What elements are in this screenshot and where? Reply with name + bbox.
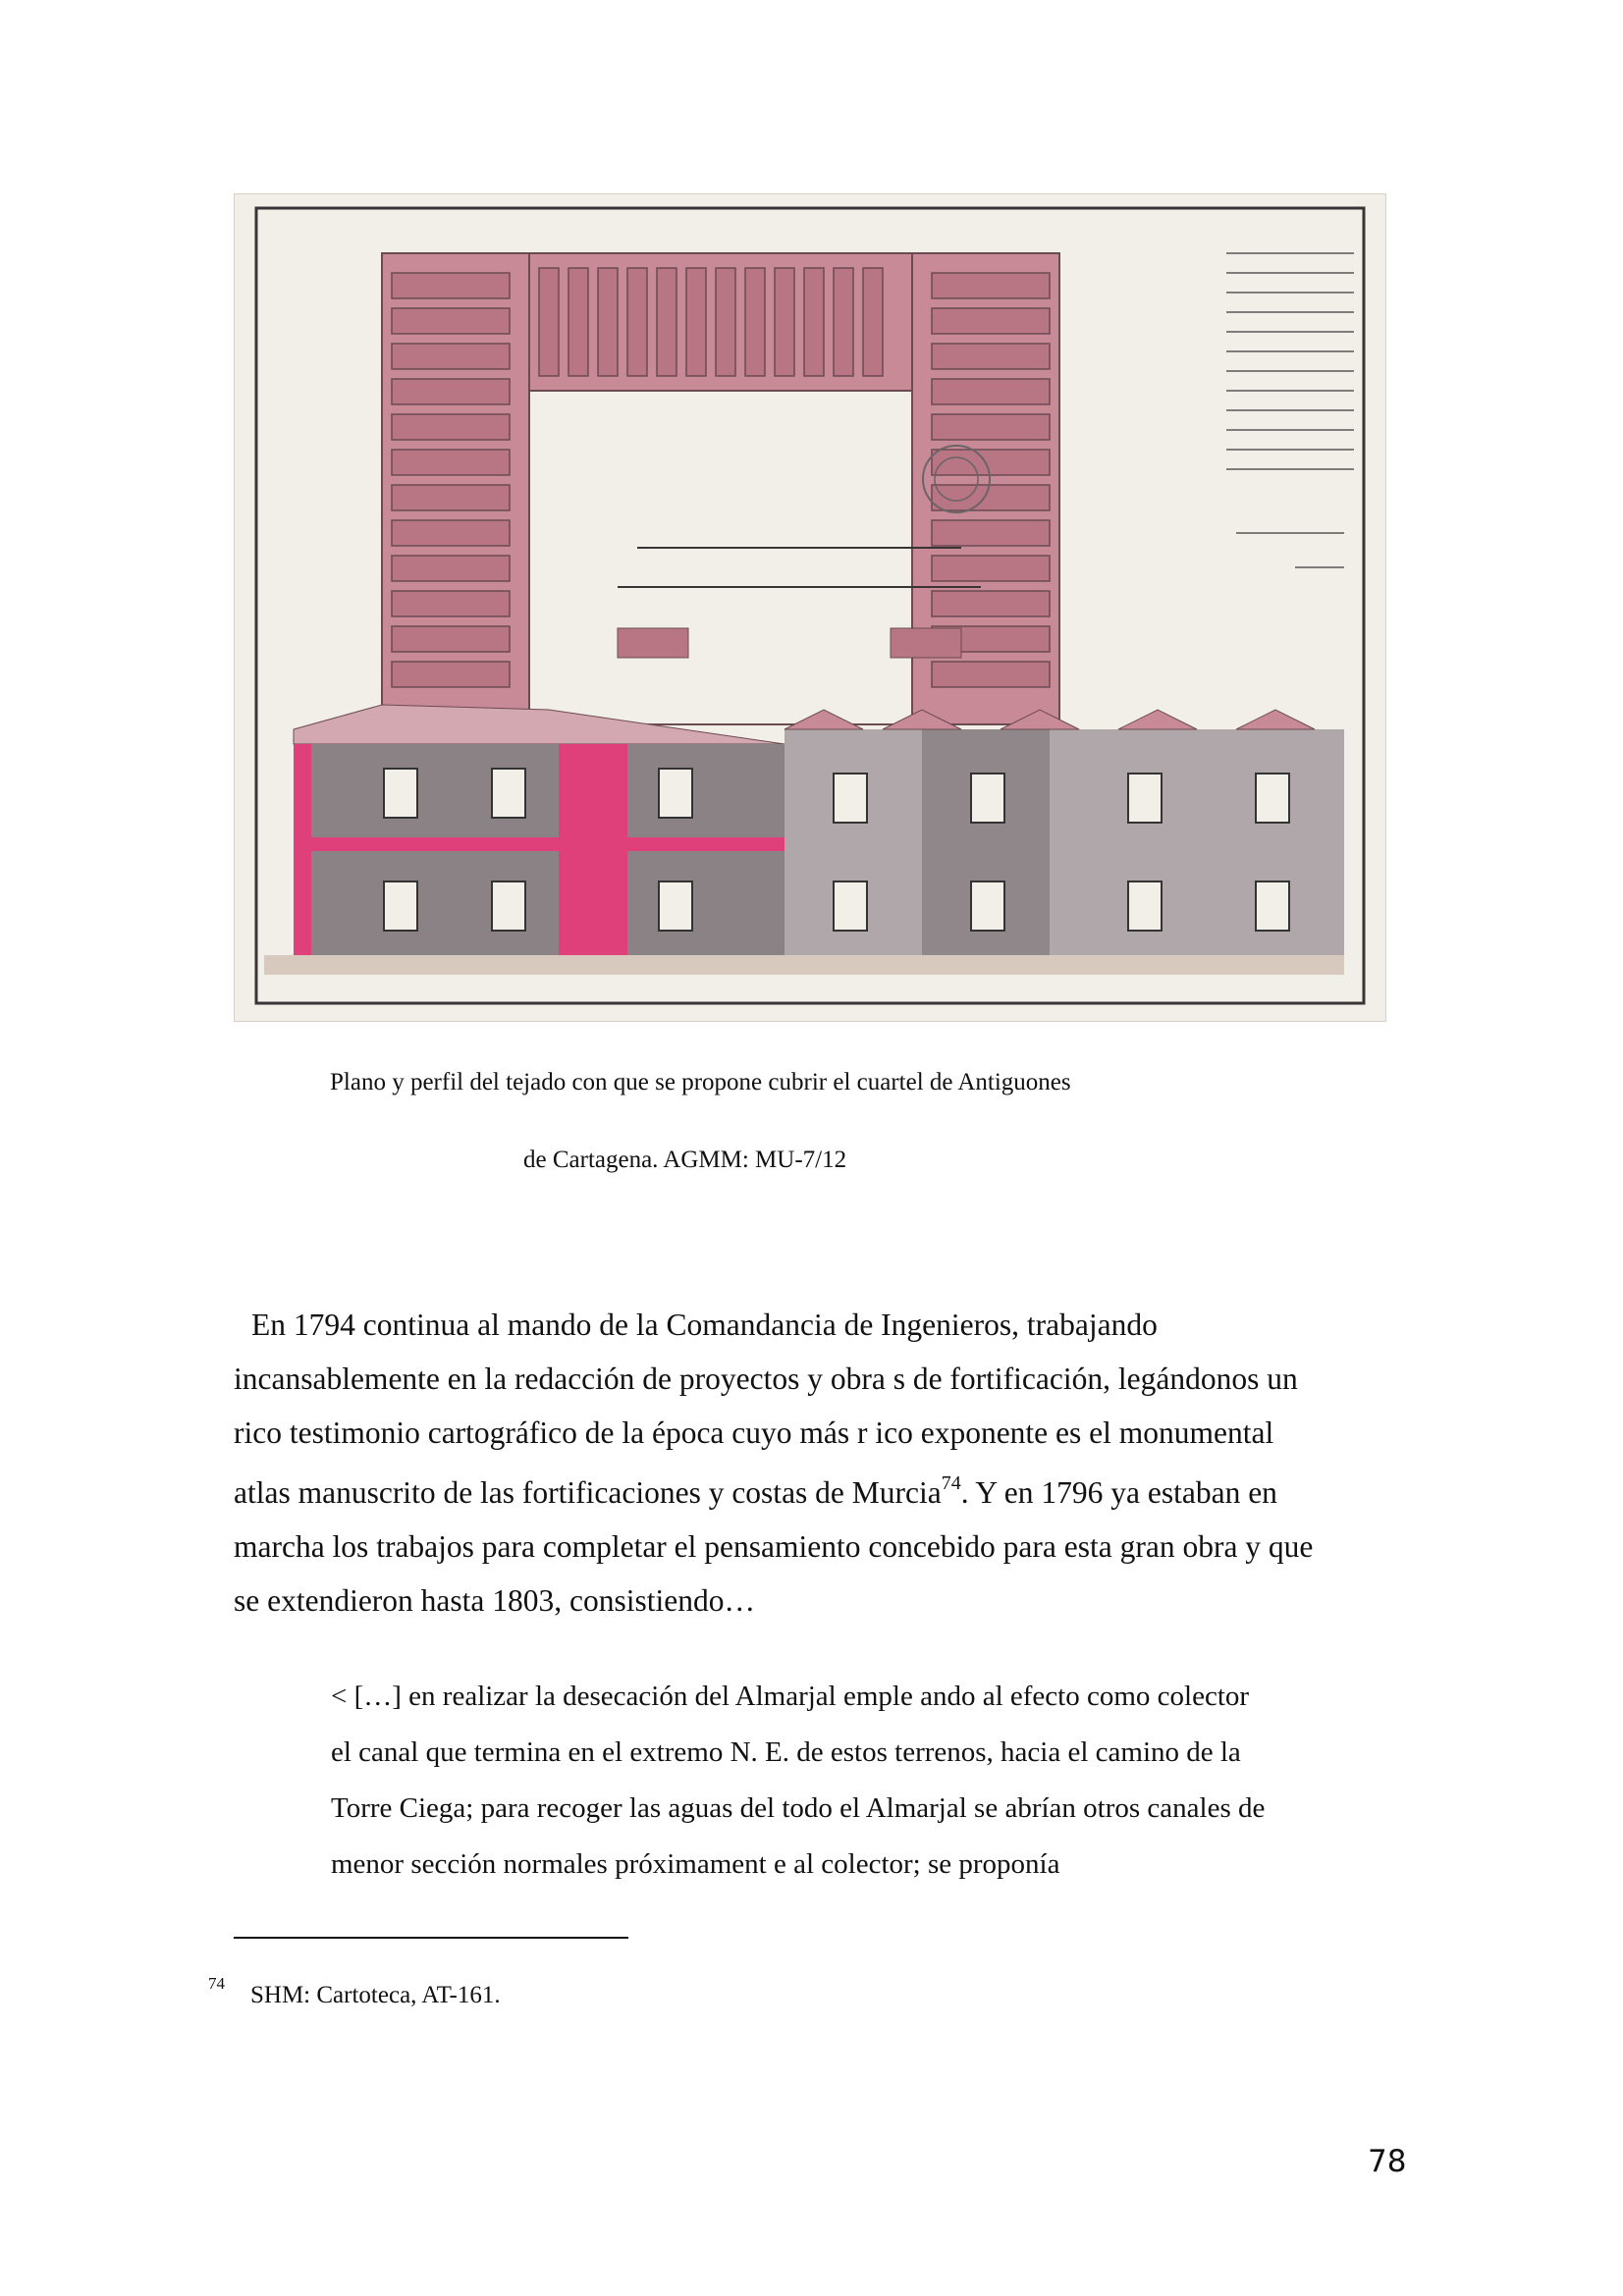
body-line (234, 1466, 1402, 1520)
body-line: marcha los trabajos para completar el pensamiento concebido para esta gran obra y que (234, 1529, 1314, 1564)
footnote-reference[interactable]: 74 (941, 1472, 961, 1494)
quote-line: menor sección normales próximament e al colector; se proponía (331, 1848, 1060, 1880)
body-paragraph (234, 1298, 1402, 1628)
footnote-separator (234, 1937, 628, 1939)
body-line: incansablemente en la redacción de proyectos y obra s de fortificación, legándonos un (234, 1362, 1298, 1396)
building-section (264, 705, 1344, 975)
body-line: rico testimonio cartográfico de la época cuyo más r ico exponente es el monumental (234, 1415, 1274, 1450)
quote-line: el canal que termina en el extremo N. E. de estos terrenos, hacia el camino de la (331, 1736, 1241, 1768)
figure-caption-line-1: Plano y perfil del tejado con que se propone cubrir el cuartel de Antiguones (330, 1069, 1071, 1095)
barracks-roof-plan-drawing (235, 194, 1385, 1021)
roof-plan (382, 253, 1059, 724)
body-line: En 1794 continua al mando de la Comandancia de Ingenieros, trabajando (251, 1308, 1158, 1342)
quote-line: Torre Ciega; para recoger las aguas del todo el Almarjal se abrían otros canales de (331, 1792, 1266, 1824)
page-number: 78 (1368, 2144, 1407, 2179)
figure-caption-line-2: de Cartagena. AGMM: MU-7/12 (523, 1147, 847, 1173)
body-line: se extendieron hasta 1803, consistiendo… (234, 1583, 756, 1618)
block-quote (331, 1669, 1391, 1893)
footnote (208, 1969, 501, 2010)
quote-line: < […] en realizar la desecación del Almarjal emple ando al efecto como colector (331, 1681, 1250, 1712)
footnote-mark: 74 (208, 1974, 225, 1993)
architectural-plan-figure (234, 193, 1386, 1022)
body-line-part: atlas manuscrito de las fortificaciones y costas de Murcia (234, 1475, 942, 1510)
footnote-text: SHM: Cartoteca, AT-161. (250, 1982, 501, 2008)
body-line-part: . Y en 1796 ya estaban en (960, 1475, 1277, 1510)
